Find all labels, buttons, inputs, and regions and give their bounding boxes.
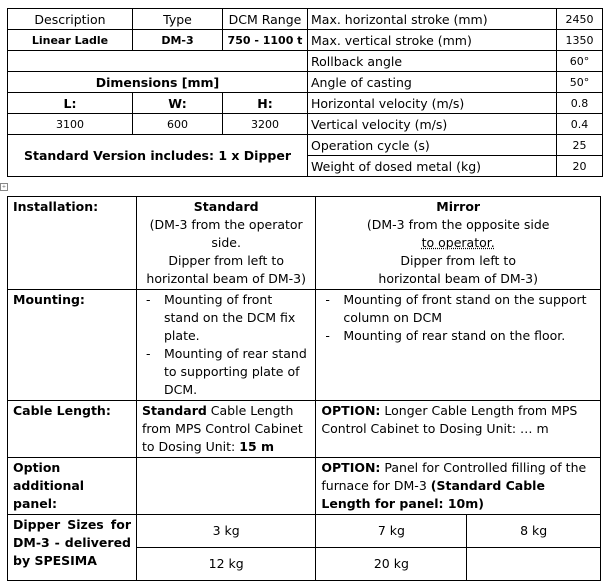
cable-option xyxy=(316,401,601,458)
standard-version-note: Standard Version includes: 1 x Dipper xyxy=(8,135,308,177)
options-table xyxy=(7,196,601,581)
spec-label: Max. horizontal stroke (mm) xyxy=(308,9,557,30)
spec-value: 60° xyxy=(557,51,603,72)
dipper-size: 7 kg xyxy=(316,515,467,548)
installation-label: Installation: xyxy=(8,197,137,290)
panel-option xyxy=(316,458,601,515)
range-header: DCM Range xyxy=(223,9,308,30)
cable-label: Cable Length: xyxy=(8,401,137,458)
option-bold: OPTION: xyxy=(321,403,381,418)
spec-value: 50° xyxy=(557,72,603,93)
spec-value: 2450 xyxy=(557,9,603,30)
standard-line: Dipper from left to xyxy=(168,253,284,268)
installation-standard xyxy=(137,197,316,290)
option-text: Panel for Controlled filling of the furnace for DM-3 xyxy=(321,460,587,493)
table-move-handle-icon[interactable]: + xyxy=(1,184,7,190)
panel-label: Option additional panel: xyxy=(8,458,137,515)
dipper-label: Dipper Sizes for DM-3 - delivered by SPESIMA xyxy=(8,515,137,581)
dipper-size: 8 kg xyxy=(467,515,601,548)
spec-value: 20 xyxy=(557,156,603,177)
standard-line: horizontal beam of DM-3) xyxy=(146,271,306,286)
blank-cell xyxy=(8,51,308,72)
dipper-size: 12 kg xyxy=(137,548,316,581)
spec-value: 1350 xyxy=(557,30,603,51)
range-value: 750 - 1100 t xyxy=(223,30,308,51)
spec-value: 0.8 xyxy=(557,93,603,114)
standard-title: Standard xyxy=(193,199,259,214)
list-item: - Mounting of front stand on the DCM fix plate. xyxy=(164,291,310,345)
specs-table xyxy=(7,8,603,177)
list-item: - Mounting of front stand on the support column on DCM xyxy=(343,291,595,327)
standard-text: Cable Length from MPS Control Cabinet to Dosing Unit: xyxy=(142,403,303,454)
height-value: 3200 xyxy=(223,114,308,135)
mirror-line: (DM-3 from the opposite side xyxy=(366,217,550,232)
spec-label: Angle of casting xyxy=(308,72,557,93)
option-bold: OPTION: xyxy=(321,460,381,475)
height-label: H: xyxy=(223,93,308,114)
spec-label: Vertical velocity (m/s) xyxy=(308,114,557,135)
list-item: - Mounting of rear stand on the floor. xyxy=(343,327,595,345)
dipper-size-empty xyxy=(467,548,601,581)
spec-label: Horizontal velocity (m/s) xyxy=(308,93,557,114)
dimensions-header: Dimensions [mm] xyxy=(8,72,308,93)
standard-bold: Standard xyxy=(142,403,207,418)
mounting-label: Mounting: xyxy=(8,290,137,401)
spec-value: 0.4 xyxy=(557,114,603,135)
length-label: L: xyxy=(8,93,133,114)
panel-standard xyxy=(137,458,316,515)
spec-label: Rollback angle xyxy=(308,51,557,72)
mirror-line: to operator. xyxy=(421,235,495,250)
width-label: W: xyxy=(133,93,223,114)
spec-label: Weight of dosed metal (kg) xyxy=(308,156,557,177)
mounting-standard xyxy=(137,290,316,401)
mirror-title: Mirror xyxy=(436,199,481,214)
mirror-line: horizontal beam of DM-3) xyxy=(378,271,538,286)
description-header: Description xyxy=(8,9,133,30)
spec-label: Max. vertical stroke (mm) xyxy=(308,30,557,51)
type-header: Type xyxy=(133,9,223,30)
length-value: 3100 xyxy=(8,114,133,135)
mounting-mirror xyxy=(316,290,601,401)
standard-length: 15 m xyxy=(239,439,275,454)
option-tail: (Standard Cable Length for panel: 10m) xyxy=(321,478,545,511)
dipper-size: 3 kg xyxy=(137,515,316,548)
list-item: - Mounting of rear stand to supporting plate of DCM. xyxy=(164,345,310,399)
width-value: 600 xyxy=(133,114,223,135)
cable-standard xyxy=(137,401,316,458)
spec-label: Operation cycle (s) xyxy=(308,135,557,156)
type-value: DM-3 xyxy=(133,30,223,51)
spec-value: 25 xyxy=(557,135,603,156)
mirror-line: Dipper from left to xyxy=(400,253,516,268)
dipper-size: 20 kg xyxy=(316,548,467,581)
standard-line: (DM-3 from the operator side. xyxy=(149,217,303,250)
description-value: Linear Ladle xyxy=(8,30,133,51)
installation-mirror xyxy=(316,197,601,290)
option-text: Longer Cable Length from MPS Control Cabinet to Dosing Unit: … m xyxy=(321,403,578,436)
